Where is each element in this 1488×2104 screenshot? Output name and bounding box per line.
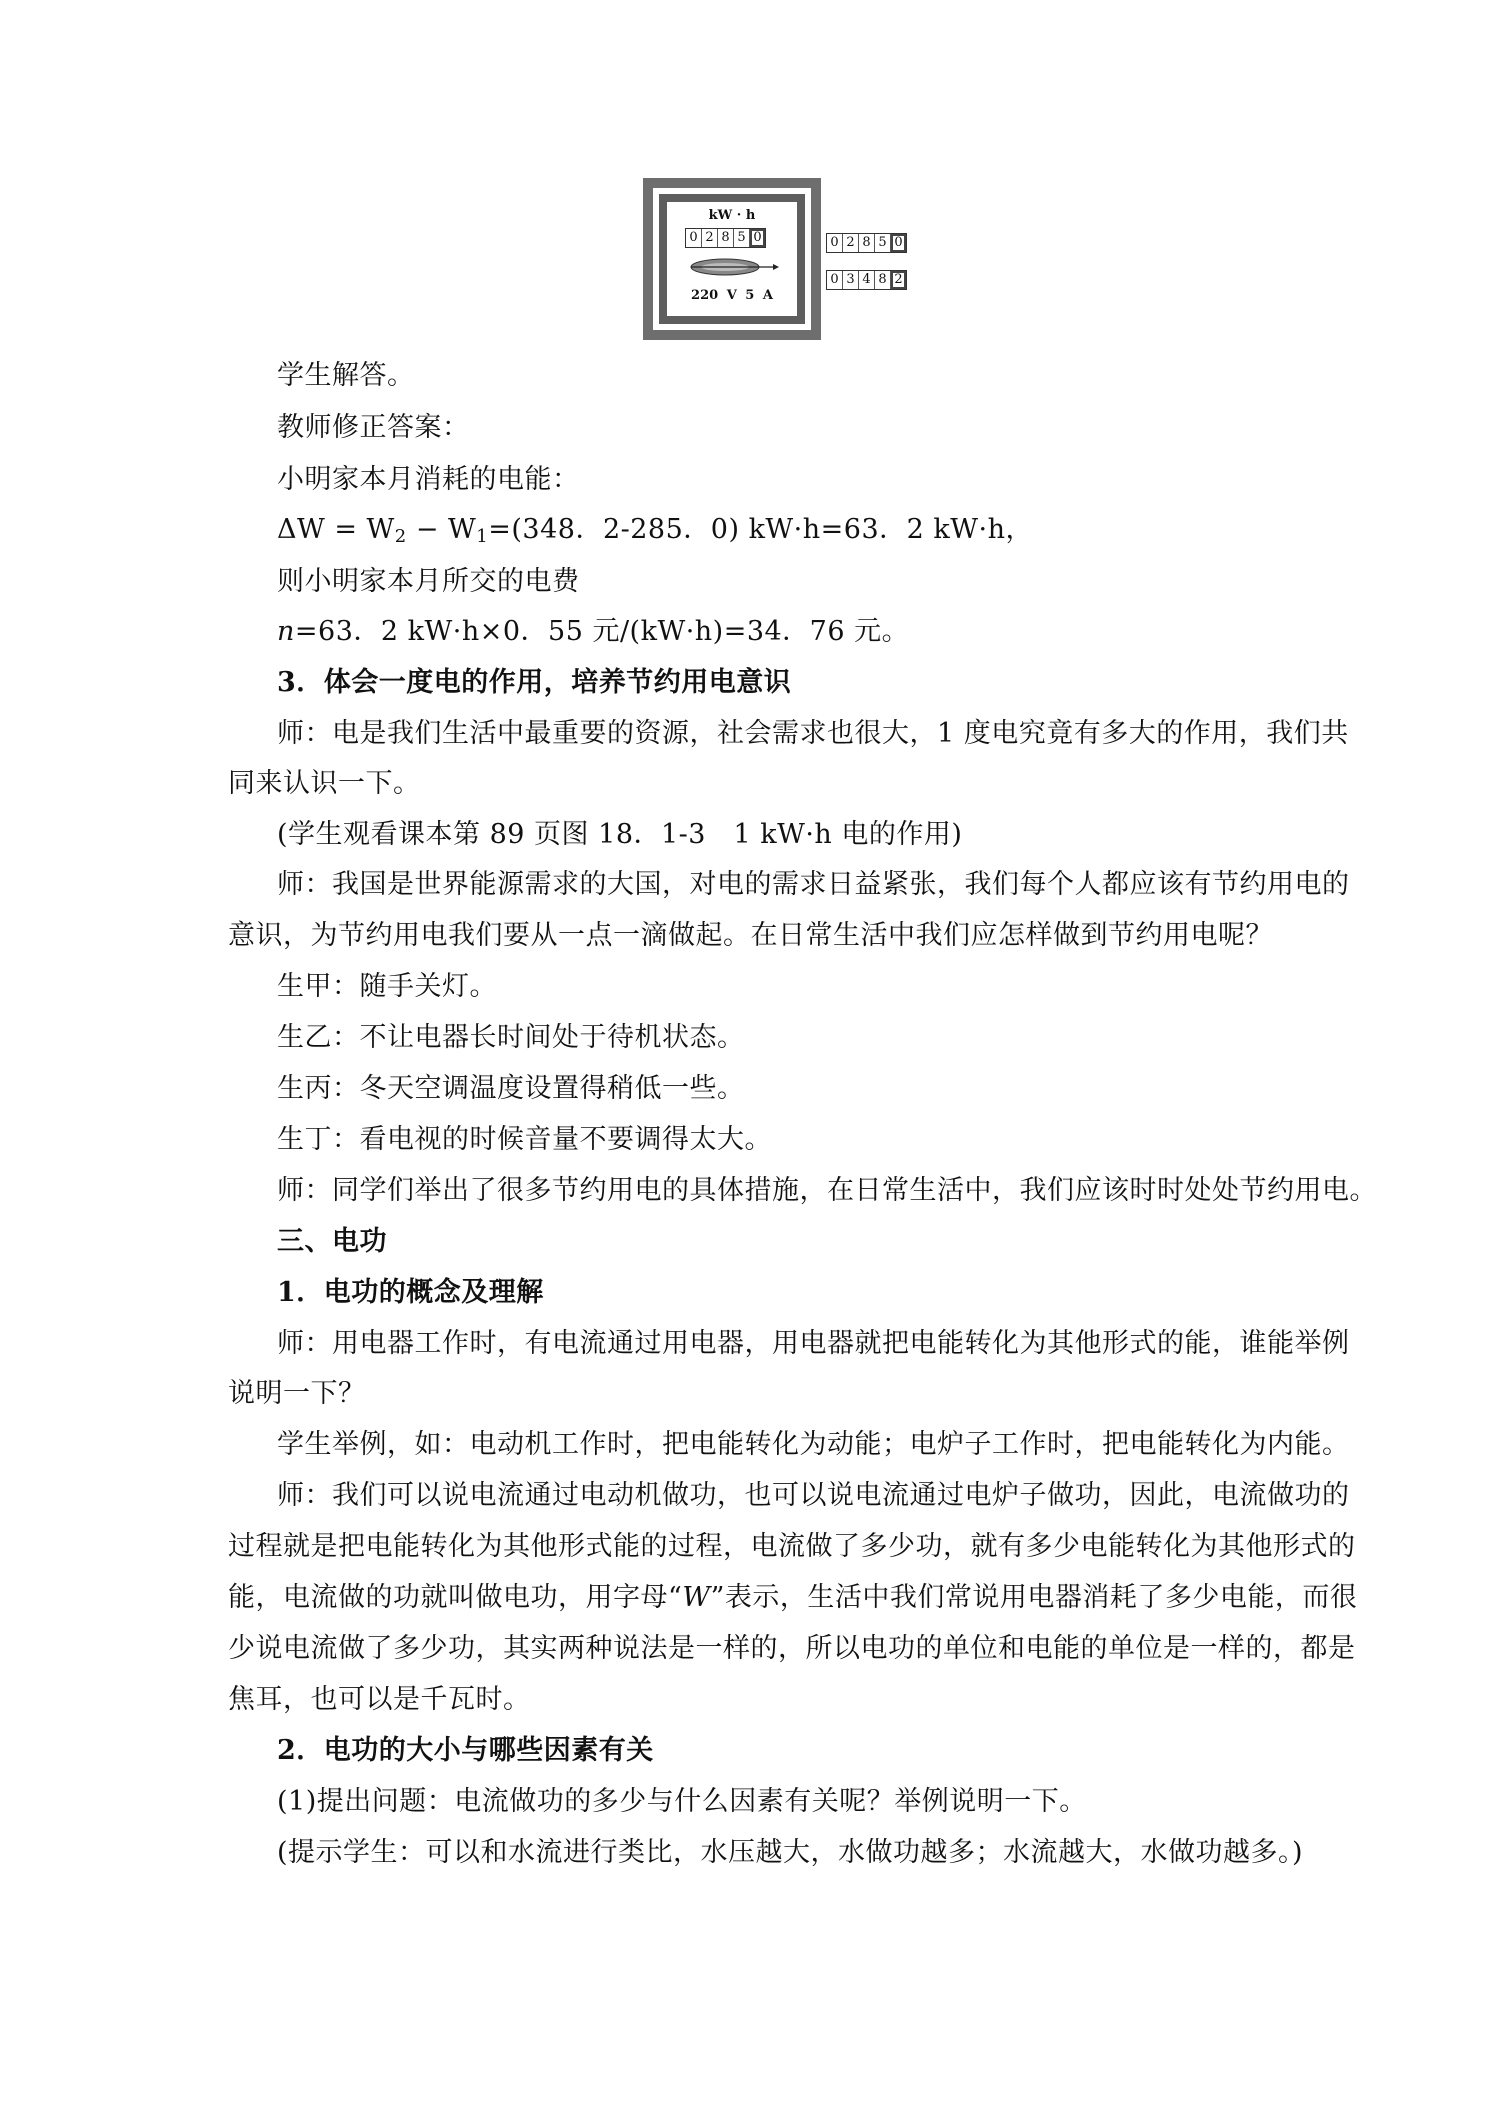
paragraph-line: 师：用电器工作时，有电流通过用电器，用电器就把电能转化为其他形式的能，谁能举例 [277,1328,1350,1359]
electric-meter-figure [643,178,821,340]
meter-digit: 0 [750,229,765,247]
paragraph-line: 过程就是把电能转化为其他形式能的过程，电流做了多少功，就有多少电能转化为其他形式的 [228,1531,1356,1562]
paragraph-line: 生丁：看电视的时候音量不要调得太大。 [277,1124,772,1155]
paragraph-line: 则小明家本月所交的电费 [277,566,580,597]
paragraph-line: 同来认识一下。 [228,768,421,799]
meter-unit-label: kW · h [708,208,756,223]
meter-digit: 0 [686,229,702,247]
section-heading: 1．电功的概念及理解 [277,1277,544,1308]
paragraph-line: 生丙：冬天空调温度设置得稍低一些。 [277,1073,745,1104]
paragraph-line: 小明家本月消耗的电能： [277,464,580,495]
meter-digit: 2 [702,229,718,247]
meter-digit: 8 [718,229,734,247]
reading-digit: 0 [827,271,843,289]
section-heading: 三、电功 [277,1226,387,1257]
paragraph-line: (学生观看课本第 89 页图 18．1-3 1 kW·h 电的作用) [277,819,963,850]
section-heading: 3．体会一度电的作用，培养节约用电意识 [277,667,792,698]
paragraph-line: 师：我们可以说电流通过电动机做功，也可以说电流通过电炉子做功，因此，电流做功的 [277,1480,1350,1511]
meter-face-digits [685,228,766,248]
reading-digit: 2 [843,234,859,252]
meter-face [667,202,797,316]
paragraph-line: 少说电流做了多少功，其实两种说法是一样的，所以电功的单位和电能的单位是一样的，都是 [228,1633,1356,1664]
reading-digit: 8 [859,234,875,252]
paragraph-line: 师：我国是世界能源需求的大国，对电的需求日益紧张，我们每个人都应该有节约用电的 [277,869,1350,900]
paragraph-line: 教师修正答案： [277,412,470,443]
reading-digit: 3 [843,271,859,289]
section-heading: 2．电功的大小与哪些因素有关 [277,1735,654,1766]
meter-rating-label: 220 V 5 A [691,288,773,303]
paragraph-line: 学生举例，如：电动机工作时，把电能转化为动能；电炉子工作时，把电能转化为内能。 [277,1429,1350,1460]
paragraph-line: 学生解答。 [277,360,415,391]
reading-digit: 0 [891,234,906,252]
paragraph-line: 师：同学们举出了很多节约用电的具体措施，在日常生活中，我们应该时时处处节约用电。 [277,1175,1377,1206]
paragraph-line: 焦耳，也可以是千瓦时。 [228,1684,531,1715]
meter-reading-after [826,270,907,290]
meter-digit: 5 [734,229,750,247]
paragraph-line: 生乙：不让电器长时间处于待机状态。 [277,1022,745,1053]
reading-digit: 2 [891,271,906,289]
meter-reading-before [826,233,907,253]
reading-digit: 5 [875,234,891,252]
reading-digit: 0 [827,234,843,252]
paragraph-line: 说明一下？ [228,1378,366,1409]
paragraph-line: 意识，为节约用电我们要从一点一滴做起。在日常生活中我们应怎样做到节约用电呢？ [228,920,1273,951]
paragraph-line: 师：电是我们生活中最重要的资源，社会需求也很大，1 度电究竟有多大的作用，我们共 [277,718,1349,749]
paragraph-line: 生甲：随手关灯。 [277,971,497,1002]
paragraph-line: (1)提出问题：电流做功的多少与什么因素有关呢？举例说明一下。 [277,1786,1087,1817]
paragraph-line: 能，电流做的功就叫做电功，用字母“W”表示，生活中我们常说用电器消耗了多少电能，而很 [228,1582,1358,1613]
paragraph-line: (提示学生：可以和水流进行类比，水压越大，水做功越多；水流越大，水做功越多。) [277,1837,1304,1868]
reading-digit: 4 [859,271,875,289]
formula-line: $\Delta W = W_2 - W_1=(348$．2-285．0) kW·h=63．2 kW·h， [277,514,1033,547]
meter-disk-icon [689,254,779,280]
reading-digit: 8 [875,271,891,289]
formula-line: n=63．2 kW·h×0．55 元/(kW·h)=34．76 元。 [277,616,910,647]
